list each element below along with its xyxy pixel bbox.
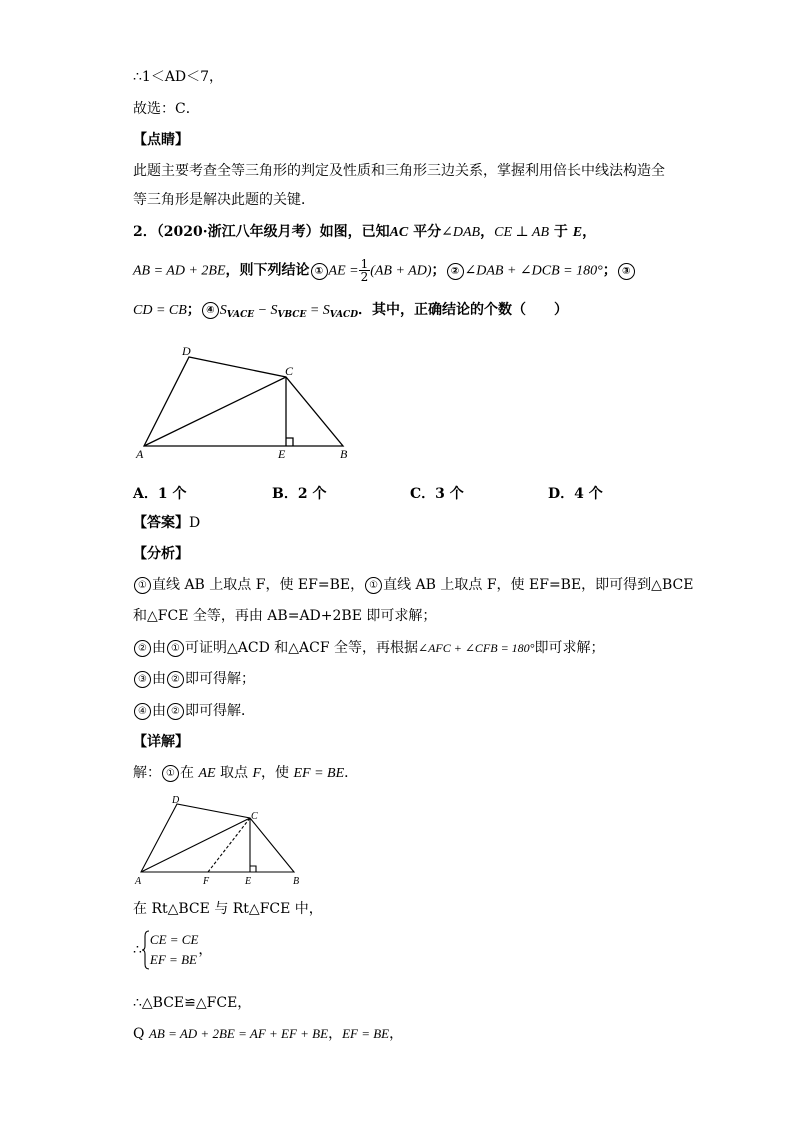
analysis-line-1 xyxy=(133,575,693,595)
option-d[interactable]: D．4 个 xyxy=(548,486,603,502)
text: 由 xyxy=(152,640,166,656)
question-line-1 xyxy=(133,222,596,243)
system-eq-1: CE = CE xyxy=(149,932,199,947)
math-s: S xyxy=(219,303,227,318)
label-c: C xyxy=(285,364,294,378)
right-angle-mark xyxy=(250,866,256,872)
segment-cf-dashed xyxy=(208,818,250,872)
math: (AB + AD) xyxy=(370,263,432,279)
text: ； xyxy=(602,262,617,279)
math-perp: CE ⊥ AB xyxy=(494,225,550,240)
text: ； xyxy=(186,302,201,318)
text: ，使 xyxy=(261,765,294,781)
text: 于 xyxy=(549,224,573,240)
geometry-figure-2 xyxy=(130,792,310,888)
fraction xyxy=(359,258,371,283)
math: EF = BE xyxy=(293,766,345,781)
label-e: E xyxy=(278,447,286,461)
text: ； xyxy=(431,262,446,279)
math: ∠DAB + ∠DCB = 180° xyxy=(464,263,603,279)
detail-line-3: ∴△BCE≌△FCE， xyxy=(133,995,252,1011)
circled-number: ② xyxy=(167,671,184,688)
math: = xyxy=(306,303,323,318)
subscript: VACE xyxy=(226,310,255,320)
circled-number: ① xyxy=(311,263,328,280)
text: 由 xyxy=(152,671,166,687)
text: 即可求解； xyxy=(534,640,605,656)
answer-tag: 【答案】 xyxy=(133,515,189,531)
label-c: C xyxy=(251,811,258,822)
math-ac: AC xyxy=(389,225,409,240)
label-b: B xyxy=(293,876,300,887)
option-c[interactable]: C．3 个 xyxy=(410,486,464,502)
segment-ac xyxy=(141,818,250,872)
segment-ac xyxy=(144,377,286,446)
analysis-tag: 【分析】 xyxy=(133,546,189,562)
detail-tag: 【详解】 xyxy=(133,734,189,750)
math: ∠AFC + ∠CFB = 180° xyxy=(418,641,535,655)
option-a[interactable]: A．1 个 xyxy=(133,486,187,502)
quadrilateral-abcd xyxy=(144,357,343,446)
math-e: E xyxy=(572,225,583,240)
therefore-symbol: ∴ xyxy=(133,942,142,958)
circled-number: ① xyxy=(134,577,151,594)
circled-number: ④ xyxy=(134,703,151,720)
analysis-line-5 xyxy=(133,701,255,721)
analysis-line-4 xyxy=(133,669,255,689)
system-lines xyxy=(150,930,199,970)
subscript: VACD xyxy=(329,310,359,320)
label-f: F xyxy=(203,876,210,887)
text: ， xyxy=(480,224,495,240)
circled-number: ③ xyxy=(618,263,635,280)
text: 在 xyxy=(180,765,199,781)
math: AE xyxy=(198,766,216,781)
math-condition: AB = AD + 2BE xyxy=(133,263,226,279)
analysis-line-2: 和△FCE 全等，再由 AB=AD+2BE 即可求解； xyxy=(133,608,437,624)
text: 即可得解； xyxy=(185,671,255,687)
answer-value: D xyxy=(189,515,201,531)
equation-system xyxy=(133,930,212,970)
math: − xyxy=(254,303,271,318)
question-line-2 xyxy=(133,258,636,283)
text: ．其中，正确结论的个数（ ） xyxy=(358,302,569,318)
math-s: S xyxy=(322,303,330,318)
text: ，则下列结论 xyxy=(225,262,310,279)
text: ， xyxy=(389,1026,404,1042)
text: 平分 xyxy=(408,224,442,240)
system-eq-2: EF = BE xyxy=(149,952,197,967)
circled-number: ④ xyxy=(202,302,219,319)
label-e: E xyxy=(245,876,252,887)
math-angle: ∠DAB xyxy=(441,225,481,240)
circled-number: ② xyxy=(134,640,151,657)
label-d: D xyxy=(172,795,180,806)
question-number: 2．（2020·浙江八年级月考）如图，已知 xyxy=(133,224,390,240)
quadrilateral-abcd xyxy=(141,804,294,872)
text: 取点 xyxy=(215,765,253,781)
section-tag: 【点睛】 xyxy=(133,132,189,148)
text: Q xyxy=(133,1026,145,1042)
question-line-3 xyxy=(133,300,568,325)
left-brace xyxy=(142,930,150,970)
math: F xyxy=(252,766,262,781)
geometry-figure-1 xyxy=(128,340,358,465)
circled-number: ③ xyxy=(134,671,151,688)
circled-number: ① xyxy=(365,577,382,594)
math: CD = CB xyxy=(133,303,187,318)
answer-line xyxy=(133,513,200,533)
text-line: ∴1＜AD＜7， xyxy=(133,69,224,85)
math: AE = xyxy=(328,263,359,279)
circled-number: ② xyxy=(447,263,464,280)
text: ． xyxy=(344,765,359,781)
detail-line-4 xyxy=(133,1024,403,1044)
text: 由 xyxy=(152,703,166,719)
label-d: D xyxy=(182,344,191,358)
text-line: 等三角形是解决此题的关键． xyxy=(133,192,315,208)
label-b: B xyxy=(340,447,348,461)
text: 解： xyxy=(133,765,161,781)
math: AB = AD + 2BE = AF + EF + BE xyxy=(148,1026,329,1041)
text: 即可得解． xyxy=(185,703,255,719)
subscript: VBCE xyxy=(277,310,307,320)
label-a: A xyxy=(135,876,142,887)
text: ， xyxy=(198,942,213,958)
label-a: A xyxy=(136,447,144,461)
detail-line-2: 在 Rt△BCE 与 Rt△FCE 中， xyxy=(133,901,323,917)
frac-num: 1 xyxy=(360,257,369,271)
circled-number: ① xyxy=(162,765,179,782)
math-s: S xyxy=(270,303,278,318)
circled-number: ① xyxy=(167,640,184,657)
right-angle-mark xyxy=(286,438,293,446)
math: EF = BE xyxy=(342,1026,390,1041)
text: 直线 AB 上取点 F，使 EF=BE，即可得到△BCE xyxy=(383,577,694,593)
text-line: 故选：C． xyxy=(133,101,200,117)
text: ， xyxy=(328,1026,343,1042)
text-line: 此题主要考查全等三角形的判定及性质和三角形三边关系，掌握利用倍长中线法构造全 xyxy=(133,163,665,179)
option-b[interactable]: B．2 个 xyxy=(272,486,327,502)
text: 直线 AB 上取点 F，使 EF=BE， xyxy=(152,577,365,593)
analysis-line-3 xyxy=(133,638,604,658)
text: ， xyxy=(582,224,597,240)
circled-number: ② xyxy=(167,703,184,720)
text: 可证明△ACD 和△ACF 全等，再根据 xyxy=(185,640,419,656)
detail-line-1 xyxy=(133,763,358,784)
frac-den: 2 xyxy=(360,270,369,284)
